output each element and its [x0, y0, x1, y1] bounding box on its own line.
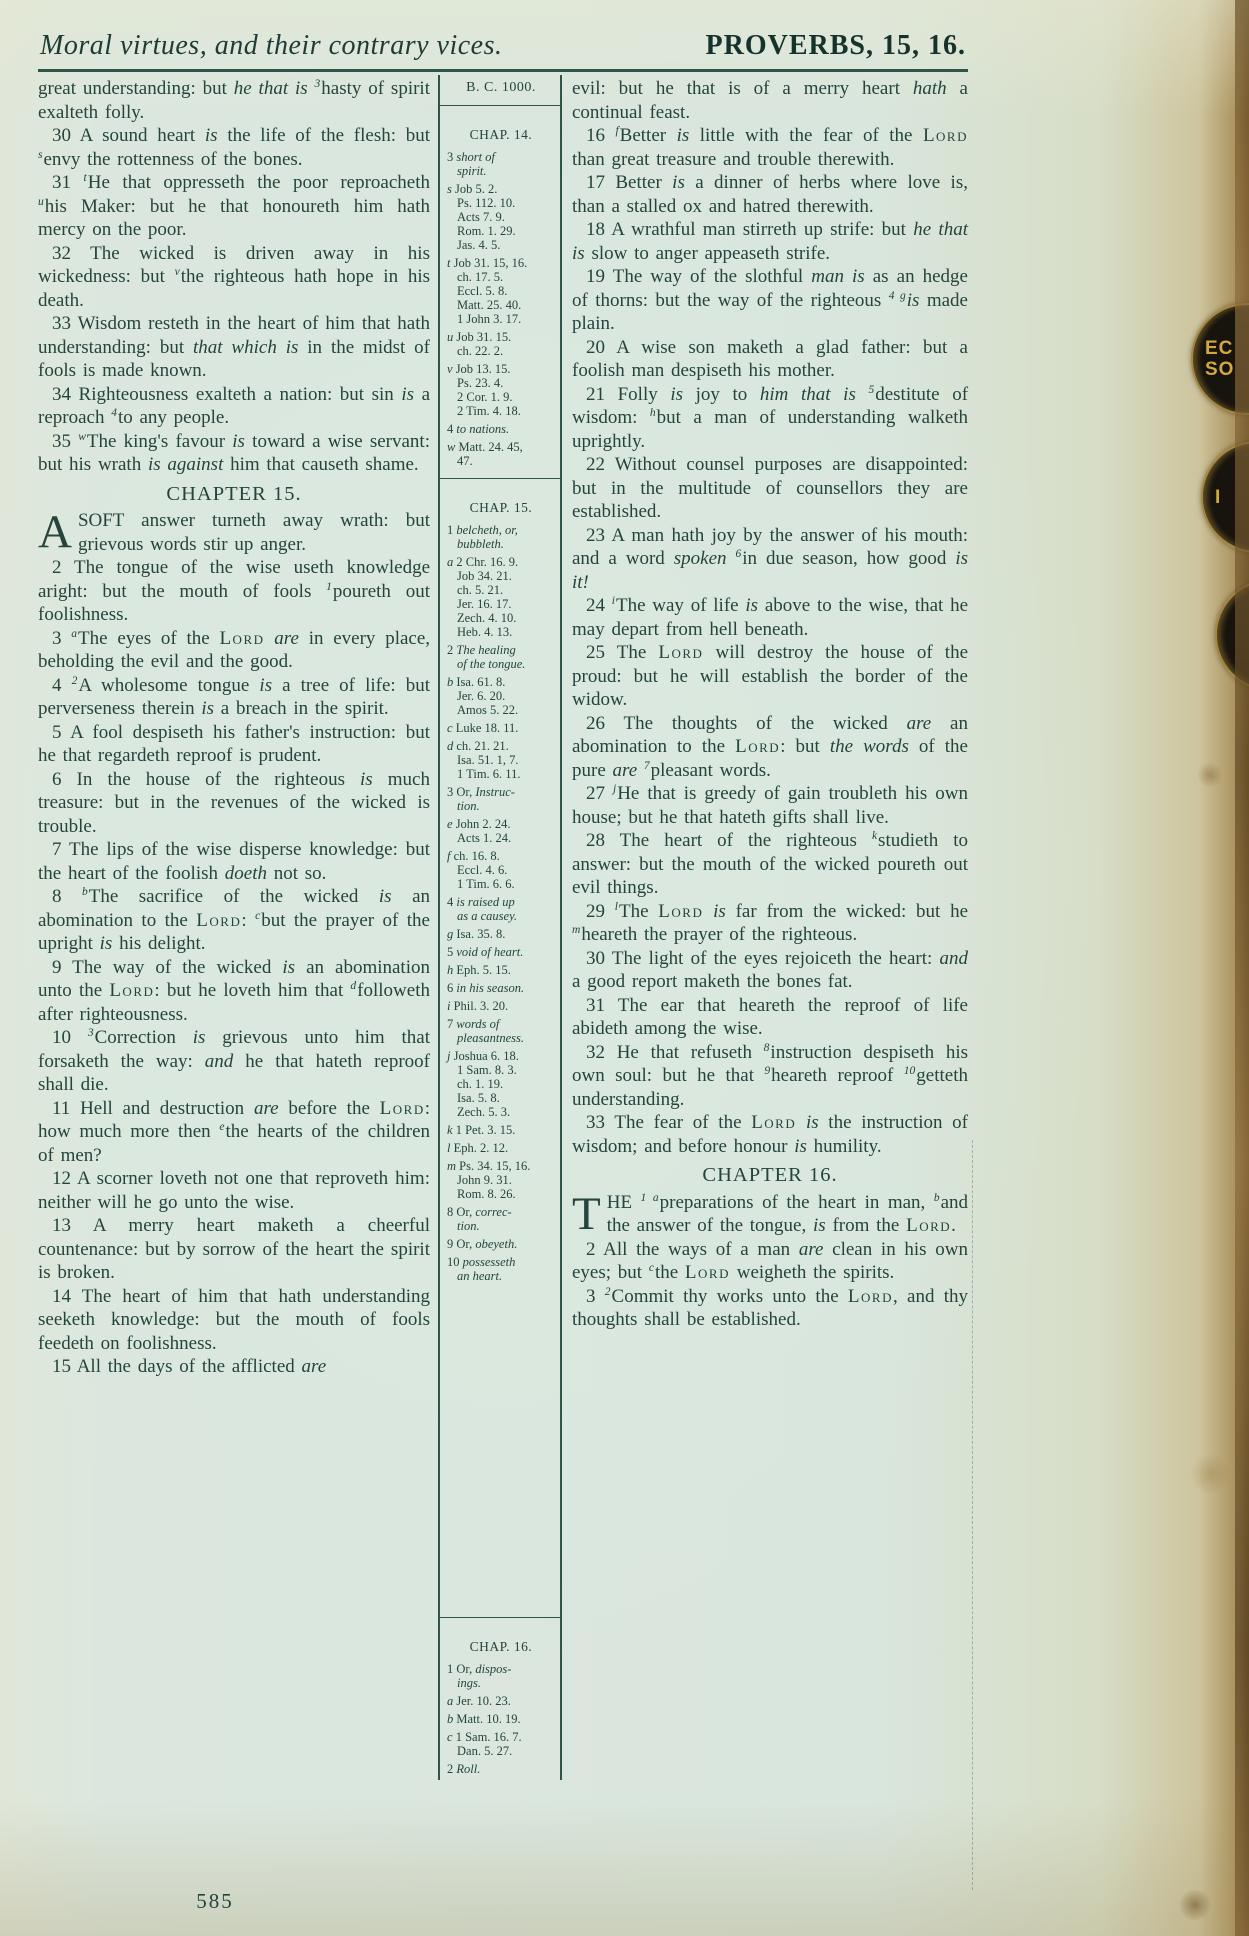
cross-reference-note: u Job 31. 15. ch. 22. 2.	[447, 330, 512, 358]
verse-paragraph: 5 A fool despiseth his father's instruction: but he that regardeth reproof is prudent.	[38, 721, 430, 766]
thumb-tab-label: SO	[1205, 359, 1235, 380]
cross-reference-note: 3 Or, Instruc- tion.	[447, 785, 515, 813]
cross-reference-column	[438, 75, 562, 1780]
ref-chapter-heading: CHAP. 15.	[469, 500, 533, 515]
cross-reference-note: a 2 Chr. 16. 9. Job 34. 21. ch. 5. 21. Jer. 16. 17. Zech. 4. 10. Heb. 4. 13.	[447, 555, 519, 639]
verse-paragraph: 32 He that refuseth $^8$instruction despiseth his own soul: but he that $^9$heareth reproof $^{10}$getteth understanding.	[572, 1041, 968, 1110]
cross-reference-note: c Luke 18. 11.	[447, 721, 519, 735]
verse-paragraph: 8 $^b$The sacrifice of the wicked is an abomination to the Lord: $^c$but the prayer of the upright is his delight.	[38, 886, 431, 954]
verse-paragraph: 15 All the days of the afflicted are	[52, 1356, 327, 1377]
thumb-tab-label: I	[1215, 486, 1222, 508]
cross-reference-note: 10 possesseth an heart.	[447, 1255, 516, 1283]
verse-paragraph: 34 Righteousness exalteth a nation: but sin is a reproach $^4$to any people.	[38, 383, 431, 428]
verse-paragraph: 19 The way of the slothful man is as an hedge of thorns: but the way of the righteous $^{4 g}$is made plain.	[572, 266, 968, 334]
verse-paragraph: 31 $^t$He that oppresseth the poor reproacheth $^u$his Maker: but he that honoureth him hath mercy on the poor.	[38, 172, 430, 240]
running-head-book-reference: PROVERBS, 15, 16.	[705, 30, 966, 61]
verse-paragraph: 31 The ear that heareth the reproof of life abideth among the wise.	[572, 994, 968, 1039]
verse-paragraph: 14 The heart of him that hath understanding seeketh knowledge: but the mouth of fools feedeth on foolishness.	[38, 1285, 430, 1354]
verse-paragraph: 16 $^f$Better is little with the fear of the Lord than great treasure and trouble therewith.	[572, 125, 968, 170]
cross-reference-note: b Isa. 61. 8. Jer. 6. 20. Amos 5. 22.	[447, 675, 519, 717]
cross-reference-note: m Ps. 34. 15, 16. John 9. 31. Rom. 8. 26.	[447, 1159, 531, 1201]
verse-paragraph: 30 The light of the eyes rejoiceth the heart: and a good report maketh the bones fat.	[572, 947, 968, 992]
verse-paragraph: 2 The tongue of the wise useth knowledge aright: but the mouth of fools $^1$poureth out foolishness.	[38, 557, 430, 625]
verse-paragraph: 23 A man hath joy by the answer of his mouth: and a word spoken $^6$in due season, how good is it!	[572, 524, 968, 593]
book-edge	[1235, 0, 1249, 1936]
verse-paragraph: 11 Hell and destruction are before the Lord: how much more then $^e$the hearts of the children of men?	[38, 1097, 431, 1166]
verse-paragraph: 12 A scorner loveth not one that reproveth him: neither will he go unto the wise.	[38, 1168, 430, 1213]
verse-paragraph: 17 Better is a dinner of herbs where love is, than a stalled ox and hatred therewith.	[572, 172, 968, 217]
verse-paragraph: ASOFT answer turneth away wrath: but grievous words stir up anger.	[38, 506, 430, 558]
verse-continuation: evil: but he that is of a merry heart hath a continual feast.	[572, 78, 968, 123]
verse-paragraph: 27 $^j$He that is greedy of gain troubleth his own house; but he that hateth gifts shall live.	[572, 783, 969, 828]
verse-paragraph: 7 The lips of the wise disperse knowledge: but the heart of the foolish doeth not so.	[38, 839, 430, 884]
cross-reference-note: a Jer. 10. 23.	[447, 1694, 511, 1708]
cross-reference-note: l Eph. 2. 12.	[447, 1141, 509, 1155]
reference-gap	[447, 1287, 555, 1607]
ref-chapter-heading: CHAP. 16.	[469, 1639, 533, 1654]
cross-reference-note: 7 words of pleasantness.	[447, 1017, 525, 1045]
ref-chapter-heading: CHAP. 14.	[469, 127, 533, 142]
verse-paragraph: 32 The wicked is driven away in his wickedness: but $^v$the righteous hath hope in his death.	[38, 242, 430, 311]
verse-paragraph: 4 $^2$A wholesome tongue is a tree of life: but perverseness therein is a breach in the spirit.	[38, 674, 431, 719]
cross-reference-note: 6 in his season.	[447, 981, 525, 995]
age-spot	[1191, 1452, 1231, 1496]
running-head-title: Moral virtues, and their contrary vices.	[40, 30, 503, 61]
thumb-tab-label: EC	[1205, 338, 1234, 359]
chapter-heading: CHAPTER 16.	[702, 1164, 838, 1186]
age-spot	[1197, 762, 1223, 788]
drop-cap-initial: A	[38, 506, 72, 558]
cross-reference-note: v Job 13. 15. Ps. 23. 4. 2 Cor. 1. 9. 2 Tim. 4. 18.	[447, 362, 521, 418]
verse-paragraph: 3 $^2$Commit thy works unto the Lord, and thy thoughts shall be established.	[572, 1285, 969, 1330]
verse-paragraph: 28 The heart of the righteous $^k$studieth to answer: but the mouth of the wicked poureth out evil things.	[572, 830, 968, 898]
cross-reference-note: 1 belcheth, or, bubbleth.	[447, 523, 518, 551]
verse-continuation: great understanding: but he that is $^3$hasty of spirit exalteth folly.	[38, 78, 430, 123]
cross-reference-note: f ch. 16. 8. Eccl. 4. 6. 1 Tim. 6. 6.	[447, 849, 515, 891]
cross-reference-note: j Joshua 6. 18. 1 Sam. 8. 3. ch. 1. 19. Isa. 5. 8. Zech. 5. 3.	[447, 1049, 519, 1119]
cross-reference-note: 8 Or, correc- tion.	[447, 1205, 512, 1233]
cross-reference-note: d ch. 21. 21. Isa. 51. 1, 7. 1 Tim. 6. 11.	[447, 739, 521, 781]
cross-reference-note: 2 The healing of the tongue.	[447, 643, 526, 671]
age-spot	[1177, 1890, 1213, 1920]
verse-paragraph: 2 All the ways of a man are clean in his own eyes; but $^c$the Lord weigheth the spirits.	[572, 1238, 968, 1283]
reference-divider	[440, 105, 560, 106]
verse-paragraph: 24 $^i$The way of life is above to the wise, that he may depart from hell beneath.	[572, 595, 969, 640]
cross-reference-note: e John 2. 24. Acts 1. 24.	[447, 817, 512, 845]
verse-paragraph: 33 Wisdom resteth in the heart of him that hath understanding: but that which is in the midst of fools is made known.	[38, 313, 430, 381]
chapter-heading: CHAPTER 15.	[166, 482, 302, 505]
bc-date-label: B. C. 1000.	[466, 80, 536, 95]
cross-reference-note: i Phil. 3. 20.	[447, 999, 509, 1013]
verse-paragraph: 33 The fear of the Lord is the instruction of wisdom; and before honour is humility.	[572, 1112, 968, 1157]
verse-paragraph: 25 The Lord will destroy the house of the proud: but he will establish the border of the widow.	[572, 642, 968, 710]
verse-paragraph: 22 Without counsel purposes are disappointed: but in the multitude of counsellors they are established.	[572, 454, 968, 522]
verse-paragraph: 18 A wrathful man stirreth up strife: but he that is slow to anger appeaseth strife.	[572, 219, 968, 264]
cross-reference-note: b Matt. 10. 19.	[447, 1712, 521, 1726]
cross-reference-note: k 1 Pet. 3. 15.	[447, 1123, 516, 1137]
cross-reference-note: 2 Roll.	[447, 1762, 481, 1776]
verse-paragraph: 30 A sound heart is the life of the flesh: but $^s$envy the rottenness of the bones.	[38, 125, 431, 170]
text-columns	[38, 75, 968, 1780]
cross-reference-note: h Eph. 5. 15.	[447, 963, 511, 977]
verse-paragraph: 20 A wise son maketh a glad father: but a foolish man despiseth his mother.	[572, 336, 968, 381]
page-number: 585	[196, 1889, 234, 1913]
cross-reference-note: t Job 31. 15, 16. ch. 17. 5. Eccl. 5. 8. Matt. 25. 40. 1 John 3. 17.	[447, 256, 528, 326]
cross-reference-note: 9 Or, obeyeth.	[447, 1237, 518, 1251]
cross-reference-note: c 1 Sam. 16. 7. Dan. 5. 27.	[447, 1730, 522, 1758]
reference-divider	[440, 478, 560, 479]
verse-paragraph: 3 $^a$The eyes of the Lord are in every place, beholding the evil and the good.	[38, 627, 431, 672]
cross-reference-note: 4 is raised up as a causey.	[447, 895, 518, 923]
verse-paragraph: 9 The way of the wicked is an abomination unto the Lord: but he loveth him that $^d$followeth after righteousness.	[38, 956, 430, 1025]
verse-paragraph: 10 $^3$Correction is grievous unto him that forsaketh the way: and he that hateth reproof shall die.	[38, 1027, 430, 1095]
verse-paragraph: 35 $^w$The king's favour is toward a wise servant: but his wrath is against him that causeth shame.	[38, 430, 430, 475]
cross-reference-note: 1 Or, dispos- ings.	[447, 1662, 512, 1690]
header-rule	[38, 69, 968, 72]
verse-paragraph: 29 $^l$The Lord is far from the wicked: but he $^m$heareth the prayer of the righteous.	[572, 900, 969, 945]
verse-paragraph: 13 A merry heart maketh a cheerful countenance: but by sorrow of the heart the spirit is broken.	[38, 1215, 430, 1283]
verse-paragraph: THE $^{1 a}$preparations of the heart in man, $^b$and the answer of the tongue, is from the Lord.	[572, 1187, 968, 1240]
drop-cap-initial: T	[572, 1187, 601, 1240]
right-text-column	[562, 75, 968, 1780]
cross-reference-note: 3 short of spirit.	[447, 150, 495, 178]
verse-paragraph: 6 In the house of the righteous is much treasure: but in the revenues of the wicked is trouble.	[38, 768, 430, 837]
cross-reference-note: g Isa. 35. 8.	[447, 927, 506, 941]
running-header	[38, 30, 968, 62]
cross-reference-note: 5 void of heart.	[447, 945, 524, 959]
page-content	[38, 30, 968, 1780]
cross-reference-note: 4 to nations.	[447, 422, 510, 436]
verse-paragraph: 26 The thoughts of the wicked are an abomination to the Lord: but the words of the pure are $^7$pleasant words.	[572, 712, 968, 781]
left-text-column	[38, 75, 438, 1780]
verse-paragraph: 21 Folly is joy to him that is $^5$destitute of wisdom: $^h$but a man of understanding walketh uprightly.	[572, 383, 969, 452]
cross-reference-note: w Matt. 24. 45, 47.	[447, 440, 523, 468]
cross-reference-note: s Job 5. 2. Ps. 112. 10. Acts 7. 9. Rom. 1. 29. Jas. 4. 5.	[447, 182, 516, 252]
reference-divider	[440, 1617, 560, 1618]
column-rule-fragment	[972, 1140, 973, 1890]
